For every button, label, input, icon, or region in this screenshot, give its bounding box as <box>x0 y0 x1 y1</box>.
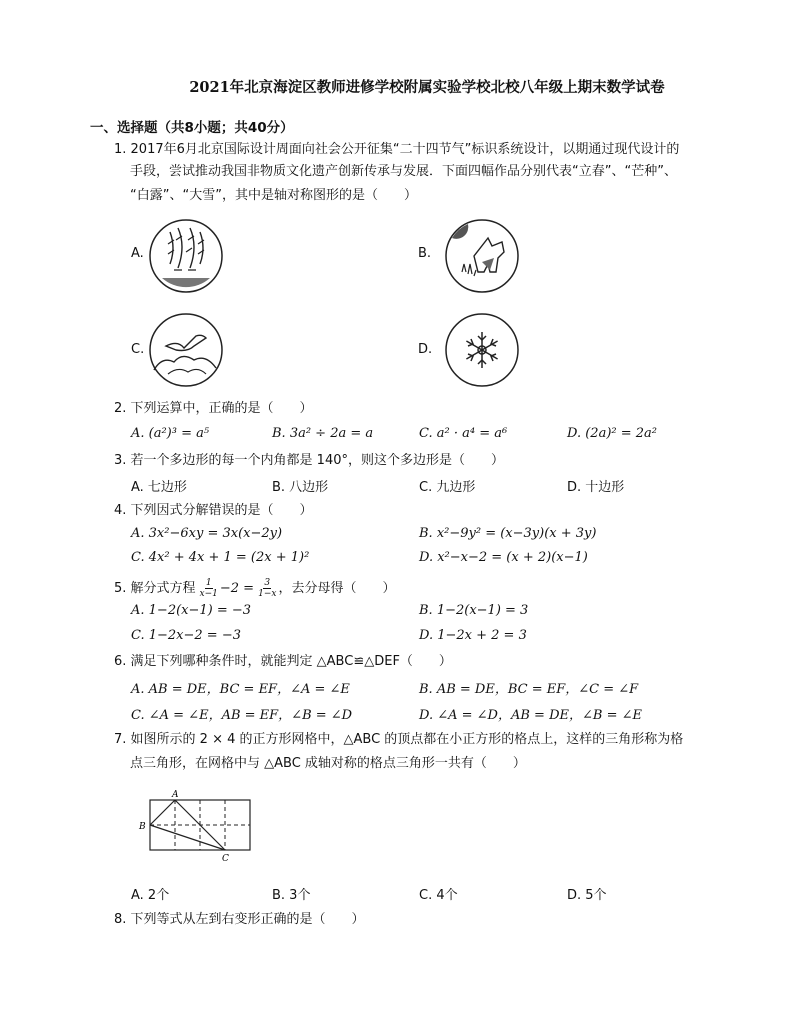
q4-option-b: B. x²−9y² = (x−3y)(x + 3y) <box>419 526 597 541</box>
q7-label-b: B <box>139 822 146 832</box>
q1-line1: 1. 2017年6月北京国际设计周面向社会公开征集“二十四节气”标识系统设计，以期通过现代设计的 <box>114 142 680 157</box>
q7-grid-figure <box>136 790 256 862</box>
q1-figure-a <box>148 218 224 294</box>
q7-option-d: D. 5个 <box>567 888 607 903</box>
q6-option-a: A. AB = DE，BC = EF，∠A = ∠E <box>131 682 350 697</box>
q3-stem: 3. 若一个多边形的每一个内角都是 140°，则这个多边形是（ ） <box>114 453 504 468</box>
q6-option-b: B. AB = DE，BC = EF，∠C = ∠F <box>419 682 639 697</box>
q2-option-b: B. 3a² ÷ 2a = a <box>272 426 374 441</box>
q1-figure-c <box>148 312 224 388</box>
q6-option-c: C. ∠A = ∠E，AB = EF，∠B = ∠D <box>131 708 353 723</box>
q5-frac2-num: 3 <box>264 578 271 588</box>
q5-frac2-den: 1−x <box>258 589 277 599</box>
q6-stem: 6. 满足下列哪种条件时，就能判定 △ABC≌△DEF（ ） <box>114 654 452 669</box>
q7-option-b: B. 3个 <box>272 888 311 903</box>
q5-option-a: A. 1−2(x−1) = −3 <box>131 603 252 618</box>
q4-option-d: D. x²−x−2 = (x + 2)(x−1) <box>419 550 588 565</box>
q7-option-a: A. 2个 <box>131 888 170 903</box>
q7-line1: 7. 如图所示的 2 × 4 的正方形网格中，△ABC 的顶点都在小正方形的格点上，这样的三角形称为格 <box>114 732 684 747</box>
q1-figure-d <box>444 312 520 388</box>
q1-line3: “白露”、“大雪”，其中是轴对称图形的是（ ） <box>130 188 417 203</box>
q3-option-d: D. 十边形 <box>567 480 625 495</box>
q1-option-b-label: B. <box>418 246 432 261</box>
q5-frac1-num: 1 <box>205 578 212 588</box>
q2-option-d: D. (2a)² = 2a² <box>567 426 657 441</box>
q1-figure-b <box>444 218 520 294</box>
q1-option-c-label: C. <box>131 342 145 357</box>
q1-line2: 手段，尝试推动我国非物质文化遗产创新传承与发展．下面四幅作品分别代表“立春”、“芒种”、 <box>130 164 677 179</box>
q7-label-c: C <box>222 854 229 864</box>
q2-option-a: A. (a²)³ = a⁵ <box>131 426 210 441</box>
q4-option-a: A. 3x²−6xy = 3x(x−2y) <box>131 526 283 541</box>
q5-fraction-1 <box>200 578 218 599</box>
q7-label-a: A <box>172 790 179 800</box>
q5-option-c: C. 1−2x−2 = −3 <box>131 628 241 643</box>
q3-option-c: C. 九边形 <box>419 480 476 495</box>
q5-option-d: D. 1−2x + 2 = 3 <box>419 628 527 643</box>
q5-mid: −2 = <box>219 580 255 596</box>
q5-stem-pre: 5. 解分式方程 <box>114 580 196 596</box>
q3-option-a: A. 七边形 <box>131 480 187 495</box>
section-heading: 一、选择题（共8小题；共40分） <box>90 120 294 136</box>
q5-frac1-den: x−1 <box>199 589 218 599</box>
q7-line2: 点三角形，在网格中与 △ABC 成轴对称的格点三角形一共有（ ） <box>130 756 526 771</box>
q5-option-b: B. 1−2(x−1) = 3 <box>419 603 529 618</box>
q3-option-b: B. 八边形 <box>272 480 329 495</box>
exam-title: 2021年北京海淀区教师进修学校附属实验学校北校八年级上期末数学试卷 <box>189 79 665 96</box>
q1-option-a-label: A. <box>131 246 144 261</box>
q8-stem: 8. 下列等式从左到右变形正确的是（ ） <box>114 912 365 927</box>
q4-stem: 4. 下列因式分解错误的是（ ） <box>114 503 313 518</box>
q1-option-d-label: D. <box>418 342 433 357</box>
q4-option-c: C. 4x² + 4x + 1 = (2x + 1)² <box>131 550 310 565</box>
q5-stem-post: ，去分母得（ ） <box>278 580 396 596</box>
q7-option-c: C. 4个 <box>419 888 458 903</box>
q5-fraction-2 <box>258 578 276 599</box>
q2-stem: 2. 下列运算中，正确的是（ ） <box>114 401 313 416</box>
q2-option-c: C. a² · a⁴ = a⁶ <box>419 426 508 441</box>
q5-stem <box>114 578 395 599</box>
q6-option-d: D. ∠A = ∠D，AB = DE，∠B = ∠E <box>419 708 642 723</box>
